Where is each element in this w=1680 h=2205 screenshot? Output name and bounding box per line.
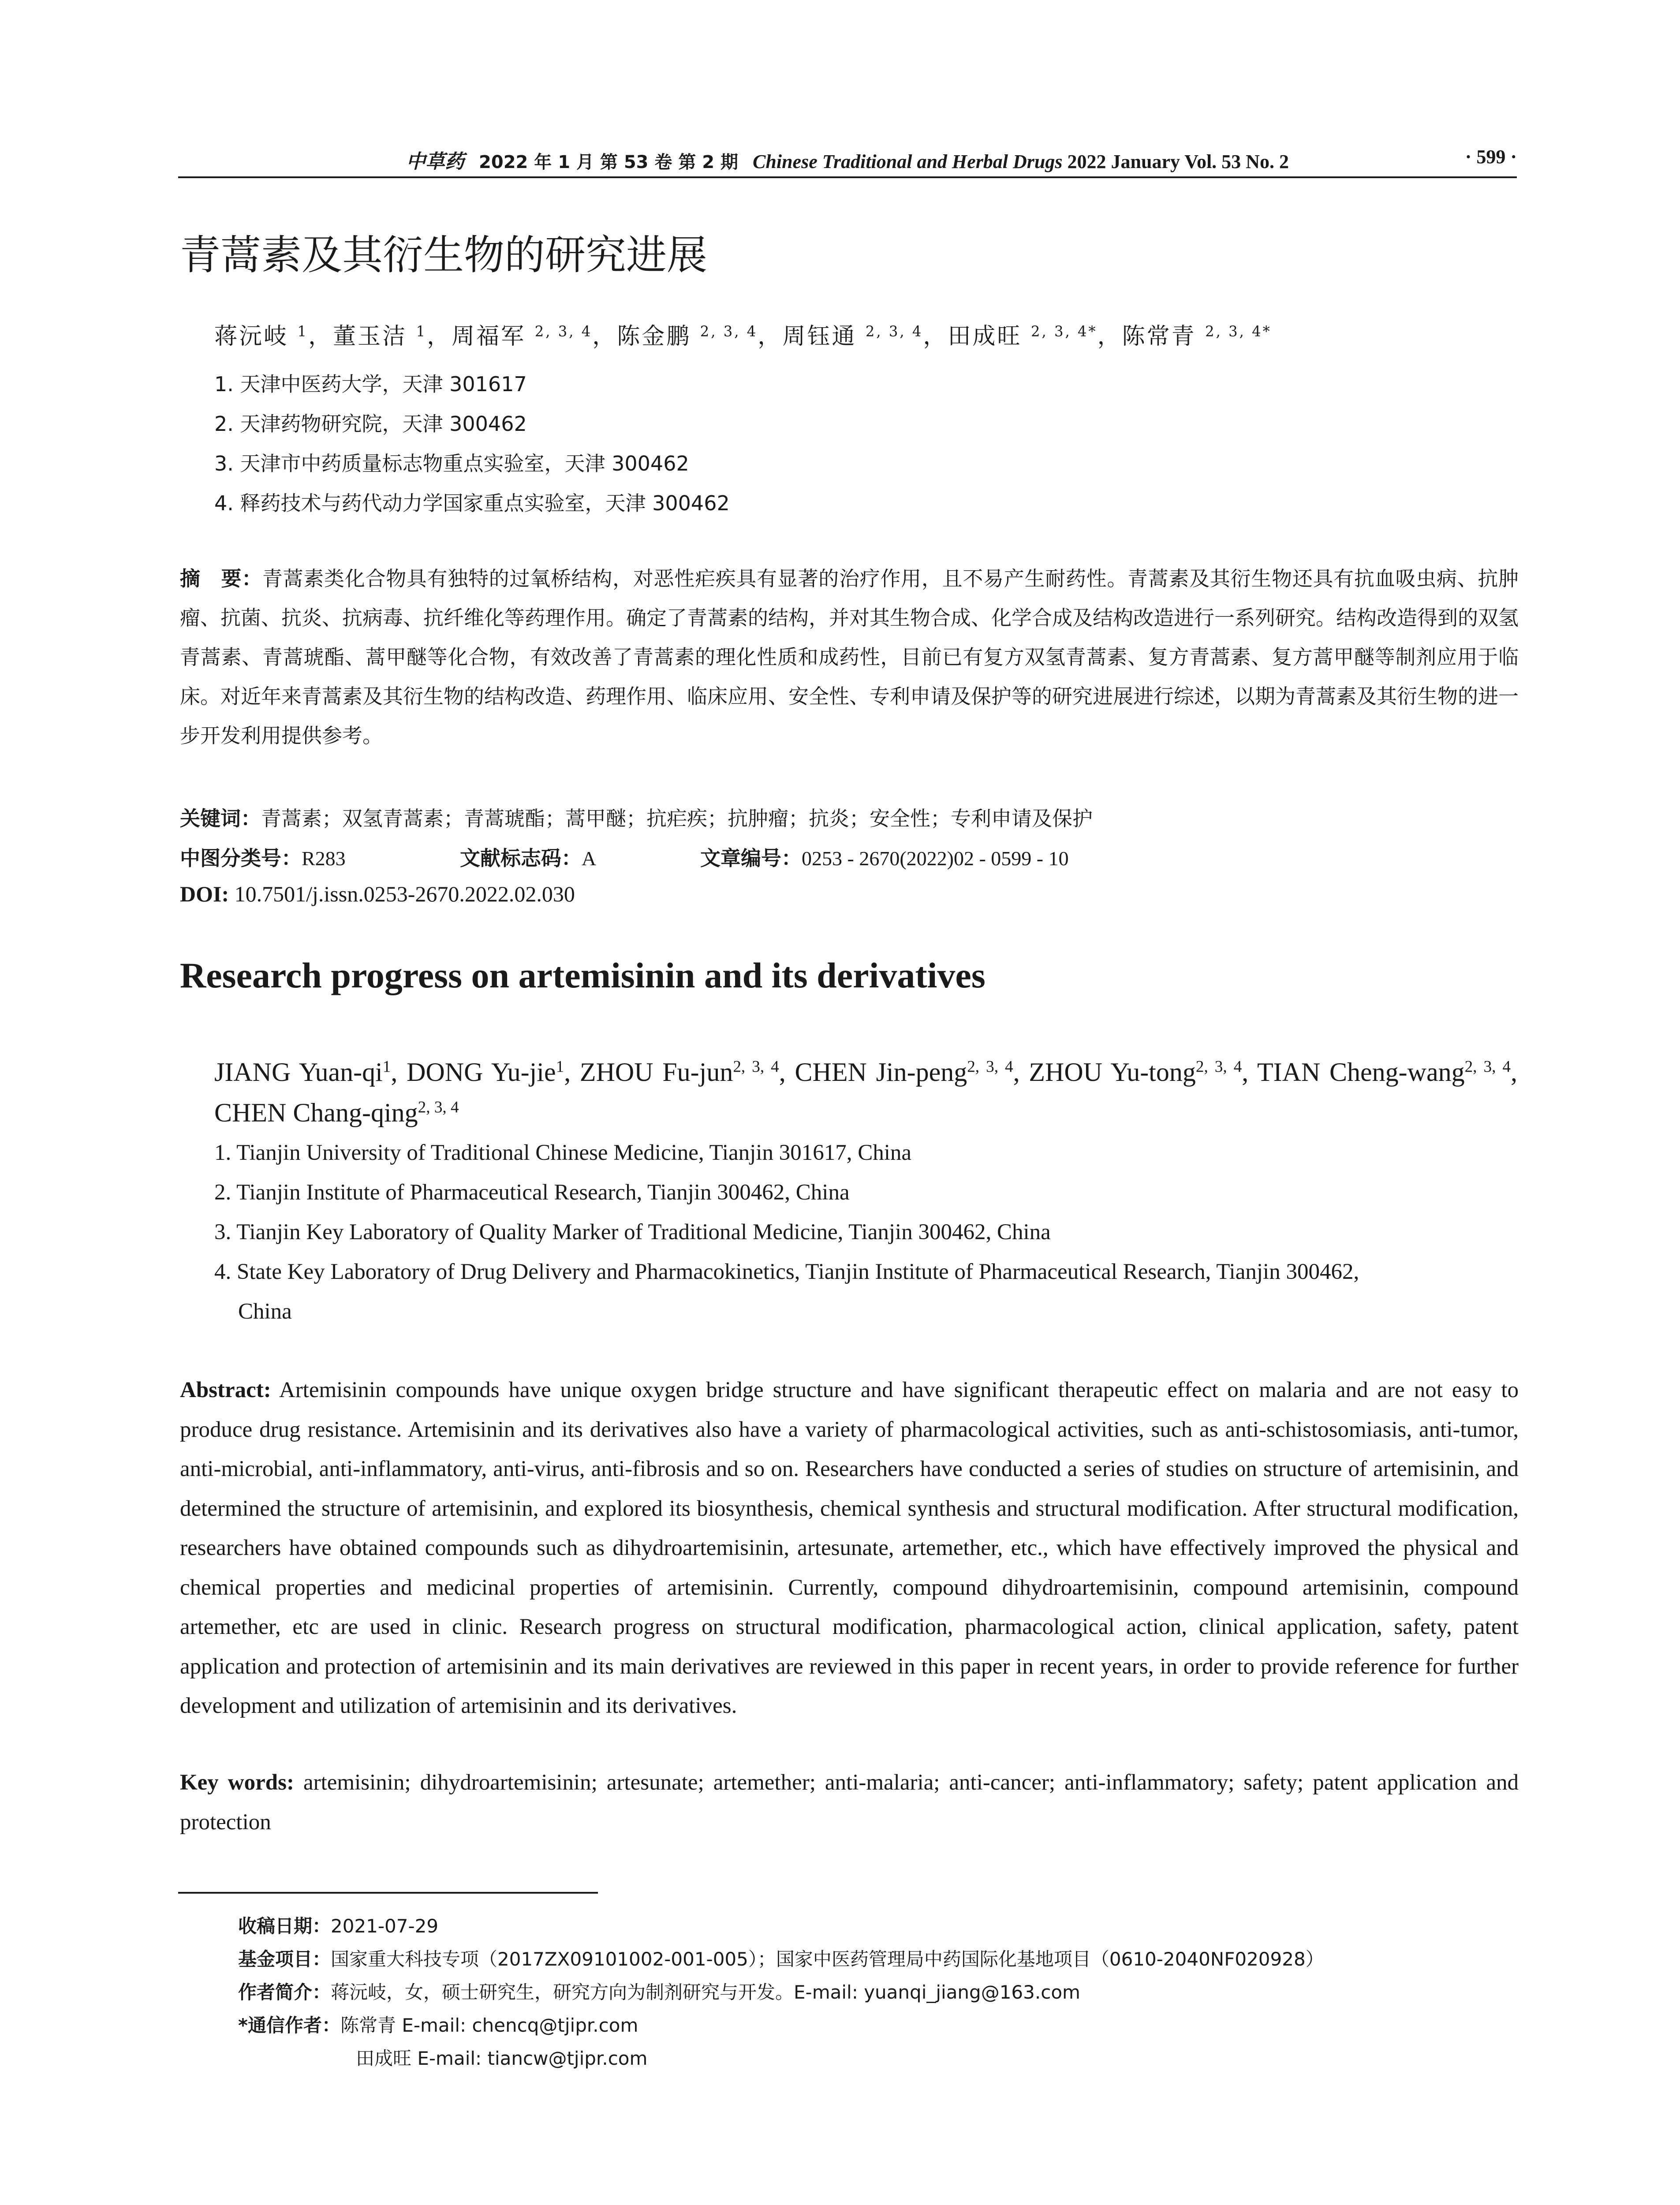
doi-label: DOI: [180, 882, 229, 906]
journal-name-cn: 中草药 [406, 150, 465, 173]
author-en [1029, 1058, 1257, 1087]
abstract-text-en: Artemisinin compounds have unique oxygen bridge structure and have significant therapeutic effect on malaria and are not easy to produce drug resistance. Artemisinin and its derivatives also have a variety of pharmacological activities, such as anti-schistosomiasis, anti-tumor, anti-microbial, anti-inflammatory, anti-virus, anti-fibrosis and so on. Researchers have conducted a series of studies on structure of artemisinin, and determined the structure of artemisinin, and explored its biosynthesis, chemical synthesis and structural modification. After structural modification, researchers have obtained compounds such as dihydroartemisinin, artesunate, artemether, etc., which have effectively improved the physical and chemical properties and medicinal properties of artemisinin. Currently, compound dihydroartemisinin, compound artemisinin, compound artemether, etc are used in clinic. Research progress on structural modification, pharmacological action, clinical application, safety, patent application and protection of artemisinin and its main derivatives are reviewed in this paper in recent years, in order to provide reference for further development and utilization of artemisinin and its derivatives. [180, 1378, 1519, 1718]
keywords-label-cn: 关键词： [180, 807, 261, 830]
abstract-label-cn: 摘 要： [180, 567, 262, 590]
affiliation-en-1: 1. Tianjin University of Traditional Chinese Medicine, Tianjin 301617, China [214, 1140, 912, 1165]
keywords-text-en: artemisinin; dihydroartemisinin; artesunate; artemether; anti-malaria; anti-cancer; anti-inflammatory; safety; patent application and protection [180, 1770, 1519, 1835]
author-name-en: JIANG Yuan-qi [214, 1058, 383, 1087]
author-en [580, 1058, 795, 1087]
author-separator: , [1511, 1058, 1518, 1087]
author-list-cn: 蒋沅岐 $^1$，董玉洁 $^1$，周福军 $^{2, 3, 4}$，陈金鹏 $^{2, 3, 4}$，周钰通 $^{2, 3, 4}$，田成旺 $^{2, 3, 4*}$，陈常青 $^{2, 3, 4*}$ [214, 323, 1272, 350]
author-name-en: CHEN Chang-qing [214, 1098, 418, 1127]
author-affiliation-mark: 2, 3, 4 [534, 323, 593, 340]
affiliation-en-3: 3. Tianjin Key Laboratory of Quality Marker of Traditional Medicine, Tianjin 300462, China [214, 1220, 1051, 1245]
clc-number: 中图分类号：R283 [180, 846, 346, 870]
abstract-cn [180, 559, 1519, 755]
author-affiliation-mark: 1 [297, 323, 309, 340]
affiliation-en-4-continued: China [238, 1299, 292, 1324]
keywords-cn [180, 803, 1093, 832]
author-cn [782, 323, 923, 350]
issue-info-cn: 2022 年 1 月 第 53 卷 第 2 期 [479, 152, 739, 172]
author-name-en: TIAN Cheng-wang [1257, 1058, 1465, 1087]
author-name-cn: 周福军 [452, 323, 526, 350]
footnote-author-bio: 作者简介：蒋沅岐，女，硕士研究生，研究方向为制剂研究与开发。E-mail: yuanqi_jiang@163.com [238, 1981, 1080, 2003]
author-affiliation-mark: 2, 3, 4 [967, 1058, 1013, 1076]
footnote-funding: 基金项目：国家重大科技专项（2017ZX09101002-001-005）；国家中医药管理局中药国际化基地项目（0610-2040NF020928） [238, 1948, 1324, 1970]
running-header-text [178, 146, 1517, 174]
doi-value[interactable]: 10.7501/j.issn.0253-2670.2022.02.030 [234, 882, 575, 906]
page-number: · 599 · [1465, 146, 1517, 168]
abstract-text-cn: 青蒿素类化合物具有独特的过氧桥结构，对恶性疟疾具有显著的治疗作用，且不易产生耐药性。青蒿素及其衍生物还具有抗血吸虫病、抗肿瘤、抗菌、抗炎、抗病毒、抗纤维化等药理作用。确定了青蒿素的结构，并对其生物合成、化学合成及结构改造进行一系列研究。结构改造得到的双氢青蒿素、青蒿琥酯、蒿甲醚等化合物，有效改善了青蒿素的理化性质和成药性，目前已有复方双氢青蒿素、复方青蒿素、复方蒿甲醚等制剂应用于临床。对近年来青蒿素及其衍生物的结构改造、药理作用、临床应用、安全性、专利申请及保护等的研究进展进行综述，以期为青蒿素及其衍生物的进一步开发利用提供参考。 [180, 567, 1519, 747]
author-affiliation-mark: 2, 3, 4 [700, 323, 758, 340]
author-en [214, 1058, 407, 1087]
author-en [795, 1058, 1029, 1087]
footnote-corresponding-author: *通信作者：陈常青 E-mail: chencq@tjipr.com [238, 2014, 638, 2036]
author-separator: , [1013, 1058, 1029, 1087]
abstract-en [180, 1371, 1519, 1726]
running-header [178, 146, 1517, 172]
footnote-corresponding-author-2: 田成旺 E-mail: tiancw@tjipr.com [356, 2048, 648, 2069]
keywords-en [180, 1763, 1519, 1842]
header-rule [178, 176, 1517, 178]
author-name-cn: 陈常青 [1122, 323, 1196, 350]
article-number: 文章编号：0253 - 2670(2022)02 - 0599 - 10 [700, 846, 1069, 870]
affiliation-en-4: 4. State Key Laboratory of Drug Delivery and Pharmacokinetics, Tianjin Institute of Pharmaceutical Research, Tianjin 300462, [214, 1259, 1359, 1284]
article-title-cn: 青蒿素及其衍生物的研究进展 [180, 232, 708, 279]
abstract-label-en: Abstract: [180, 1378, 271, 1402]
keywords-text-cn: 青蒿素；双氢青蒿素；青蒿琥酯；蒿甲醚；抗疟疾；抗肿瘤；抗炎；安全性；专利申请及保护 [261, 807, 1093, 830]
issue-info-en: 2022 January Vol. 53 No. 2 [1067, 151, 1289, 172]
author-en [214, 1098, 459, 1127]
author-cn [452, 323, 592, 350]
author-name-en: DONG Yu-jie [407, 1058, 556, 1087]
author-name-en: ZHOU Fu-jun [579, 1058, 733, 1087]
keywords-label-en: Key words: [180, 1770, 294, 1795]
author-name-cn: 蒋沅岐 [214, 323, 289, 350]
author-name-cn: 陈金鹏 [617, 323, 691, 350]
footnote-rule [178, 1892, 598, 1894]
author-separator: , [391, 1058, 407, 1087]
author-cn [1122, 323, 1272, 350]
affiliation-cn-1: 1. 天津中医药大学，天津 301617 [214, 372, 527, 396]
document-code: 文献标志码：A [460, 846, 597, 870]
author-cn [214, 323, 308, 350]
article-title-en: Research progress on artemisinin and its derivatives [180, 955, 986, 995]
author-affiliation-mark: 2, 3, 4* [1030, 323, 1098, 340]
author-name-en: ZHOU Yu-tong [1029, 1058, 1196, 1087]
author-affiliation-mark: 1 [416, 323, 427, 340]
author-en [407, 1058, 580, 1087]
author-affiliation-mark: 2, 3, 4 [1464, 1058, 1511, 1076]
author-name-en: CHEN Jin-peng [795, 1058, 967, 1087]
author-separator: , [564, 1058, 580, 1087]
author-cn [617, 323, 758, 350]
author-affiliation-mark: 2, 3, 4 [418, 1098, 459, 1117]
author-en [1257, 1058, 1517, 1087]
author-name-cn: 田成旺 [948, 323, 1022, 350]
affiliation-cn-3: 3. 天津市中药质量标志物重点实验室，天津 300462 [214, 452, 689, 475]
affiliation-en-2: 2. Tianjin Institute of Pharmaceutical Research, Tianjin 300462, China [214, 1180, 850, 1205]
author-affiliation-mark: 2, 3, 4 [1195, 1058, 1242, 1076]
author-cn [333, 323, 427, 350]
author-list-en [214, 1052, 1517, 1133]
author-affiliation-mark: 2, 3, 4 [733, 1058, 779, 1076]
author-affiliation-mark: 2, 3, 4 [865, 323, 923, 340]
author-name-cn: 董玉洁 [333, 323, 407, 350]
author-affiliation-mark: 1 [382, 1058, 391, 1076]
author-affiliation-mark: 2, 3, 4* [1205, 323, 1272, 340]
doi-line [180, 881, 575, 907]
author-affiliation-mark: 1 [556, 1058, 564, 1076]
author-name-cn: 周钰通 [782, 323, 857, 350]
author-separator: , [1242, 1058, 1257, 1087]
affiliation-cn-2: 2. 天津药物研究院，天津 300462 [214, 412, 527, 436]
footnote-received-date: 收稿日期：2021-07-29 [238, 1915, 439, 1937]
author-cn [948, 323, 1097, 350]
affiliation-cn-4: 4. 释药技术与药代动力学国家重点实验室，天津 300462 [214, 491, 730, 515]
journal-name-en: Chinese Traditional and Herbal Drugs [753, 151, 1063, 172]
author-separator: , [779, 1058, 795, 1087]
